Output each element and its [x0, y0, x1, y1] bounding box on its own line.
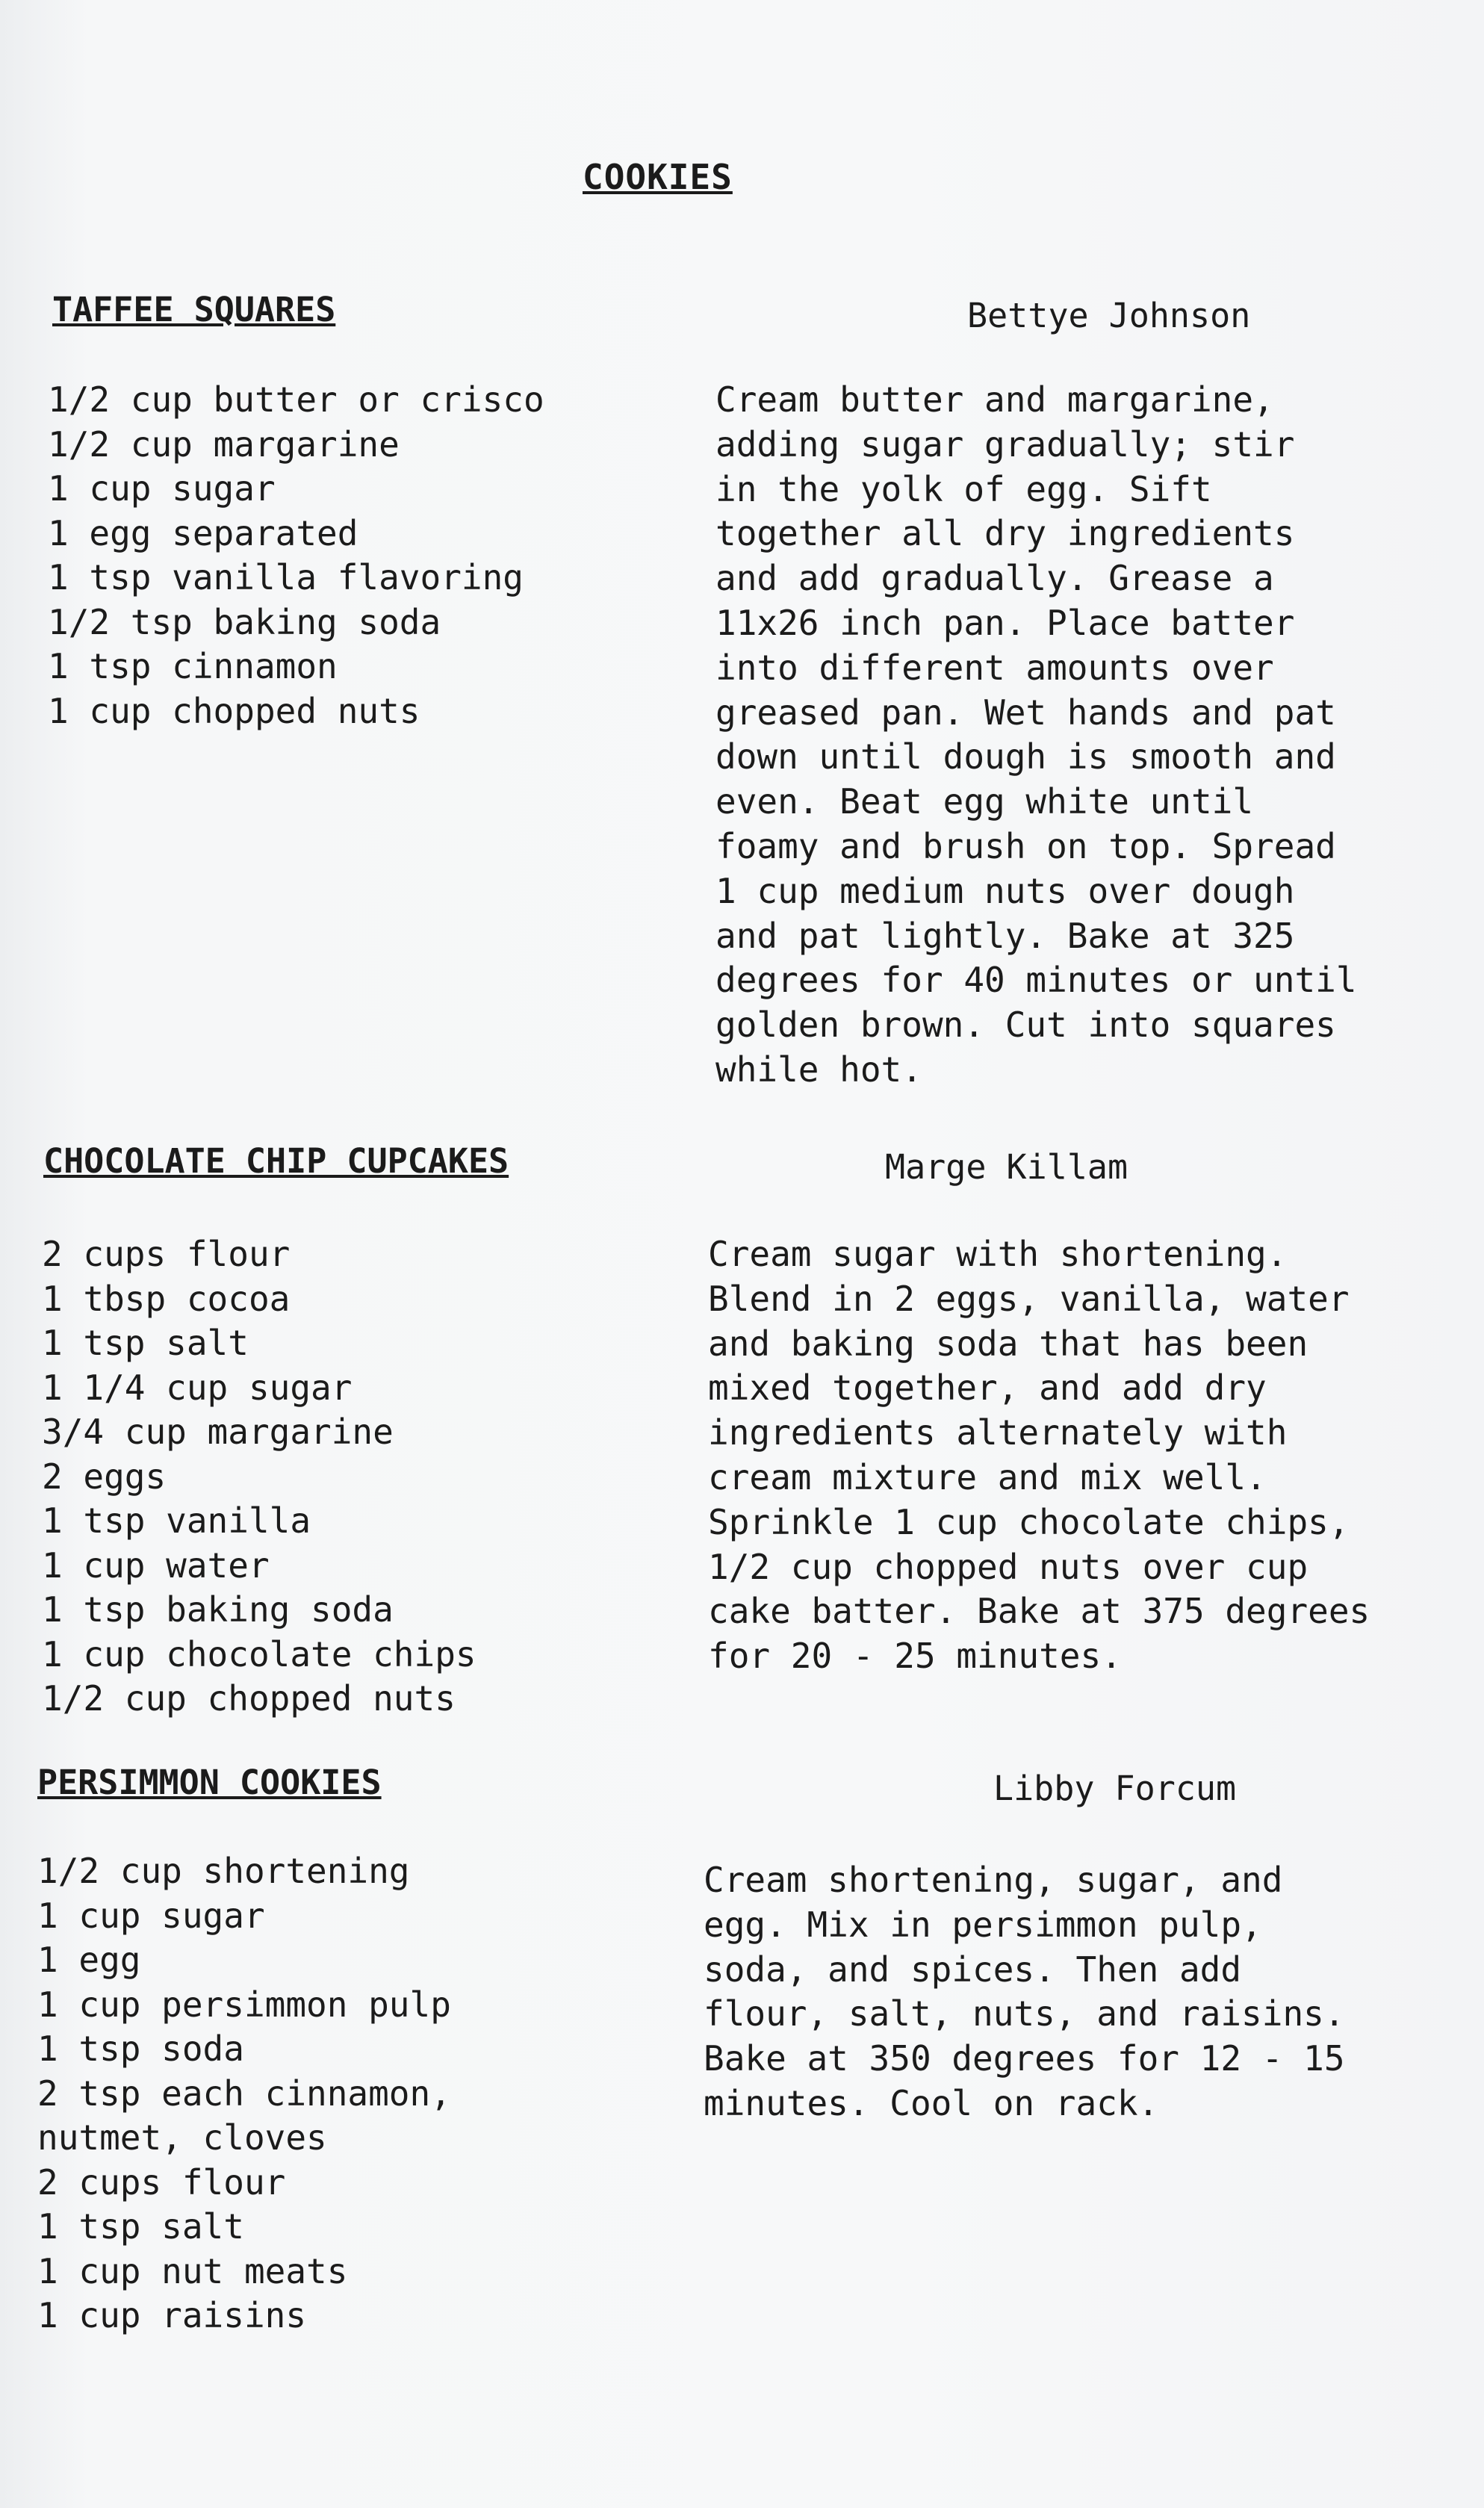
ingredient-item: 2 eggs: [42, 1456, 167, 1497]
directions-line: adding sugar gradually; stir: [715, 423, 1295, 465]
directions-line: Blend in 2 eggs, vanilla, water: [708, 1278, 1350, 1319]
directions-line: foamy and brush on top. Spread: [715, 825, 1336, 866]
directions-line: Bake at 350 degrees for 12 - 15: [704, 2038, 1345, 2079]
ingredient-item: 1 cup raisins: [37, 2295, 307, 2335]
ingredient-item: 2 cups flour: [37, 2161, 286, 2203]
ingredient-item: 1/2 cup chopped nuts: [42, 1678, 456, 1719]
directions-line: Cream sugar with shortening.: [708, 1234, 1288, 1274]
directions-line: degrees for 40 minutes or until: [715, 960, 1357, 1001]
ingredient-item: 1 tsp vanilla: [42, 1500, 311, 1541]
directions-line: in the yolk of egg. Sift: [715, 468, 1212, 509]
directions-line: ingredients alternately with: [708, 1412, 1288, 1453]
directions-line: 1 cup medium nuts over dough: [715, 870, 1295, 911]
directions-line: and pat lightly. Bake at 325: [715, 915, 1295, 956]
directions-line: Sprinkle 1 cup chocolate chips,: [708, 1501, 1350, 1542]
ingredient-item: 1/2 cup butter or crisco: [48, 379, 544, 420]
ingredient-item: 1 tsp baking soda: [42, 1589, 394, 1630]
directions-line: flour, salt, nuts, and raisins.: [704, 1993, 1345, 2034]
ingredient-item: 1 cup chocolate chips: [42, 1633, 476, 1674]
ingredient-item: 3/4 cup margarine: [42, 1412, 394, 1452]
ingredient-item: 1 cup sugar: [37, 1895, 265, 1936]
directions-line: greased pan. Wet hands and pat: [715, 692, 1336, 733]
directions-text: [715, 378, 1357, 1093]
ingredient-item: nutmet, cloves: [37, 2117, 327, 2158]
directions-line: and add gradually. Grease a: [715, 558, 1274, 599]
directions-line: cake batter. Bake at 375 degrees: [708, 1591, 1370, 1632]
directions-line: while hot.: [715, 1049, 922, 1090]
recipe-title: PERSIMMON COOKIES: [37, 1763, 382, 1802]
directions-line: egg. Mix in persimmon pulp,: [704, 1904, 1262, 1945]
ingredient-item: 1/2 cup margarine: [48, 423, 400, 465]
ingredient-item: 1 cup water: [42, 1545, 270, 1586]
ingredient-item: 2 tsp each cinnamon,: [37, 2073, 451, 2114]
ingredient-item: 2 cups flour: [42, 1234, 291, 1274]
ingredient-item: 1 tsp salt: [42, 1323, 249, 1363]
directions-line: Cream shortening, sugar, and: [704, 1860, 1283, 1900]
recipe-author: Bettye Johnson: [967, 296, 1251, 335]
ingredient-item: 1 egg separated: [48, 512, 358, 553]
directions-line: into different amounts over: [715, 647, 1274, 688]
ingredient-item: 1 cup sugar: [48, 468, 276, 509]
ingredient-list: [48, 378, 544, 733]
directions-line: and baking soda that has been: [708, 1323, 1308, 1364]
directions-line: for 20 - 25 minutes.: [708, 1636, 1122, 1677]
directions-line: 1/2 cup chopped nuts over cup: [708, 1546, 1308, 1587]
directions-line: down until dough is smooth and: [715, 736, 1336, 777]
recipe-title: CHOCOLATE CHIP CUPCAKES: [43, 1141, 509, 1181]
directions-line: mixed together, and add dry: [708, 1368, 1267, 1409]
directions-text: [704, 1858, 1345, 2126]
directions-line: together all dry ingredients: [715, 513, 1295, 554]
ingredient-item: 1 egg: [37, 1940, 141, 1980]
directions-line: soda, and spices. Then add: [704, 1949, 1242, 1990]
directions-line: Cream butter and margarine,: [715, 379, 1274, 420]
ingredient-item: 1 cup chopped nuts: [48, 690, 420, 731]
recipe-title: TAFFEE SQUARES: [52, 290, 336, 329]
directions-line: even. Beat egg white until: [715, 781, 1254, 822]
ingredient-item: 1/2 tsp baking soda: [48, 601, 441, 642]
ingredient-item: 1 tbsp cocoa: [42, 1278, 291, 1319]
ingredient-list: [37, 1849, 451, 2338]
recipe-author: Libby Forcum: [993, 1769, 1237, 1808]
directions-line: minutes. Cool on rack.: [704, 2082, 1159, 2123]
ingredient-item: 1 cup persimmon pulp: [37, 1984, 451, 2025]
ingredient-item: 1 tsp vanilla flavoring: [48, 557, 524, 597]
ingredient-item: 1/2 cup shortening: [37, 1851, 410, 1891]
ingredient-item: 1 tsp soda: [37, 2029, 244, 2069]
directions-line: 11x26 inch pan. Place batter: [715, 602, 1295, 643]
ingredient-item: 1 1/4 cup sugar: [42, 1367, 353, 1408]
ingredient-item: 1 tsp cinnamon: [48, 646, 338, 686]
page-title: COOKIES: [583, 157, 733, 197]
recipe-author: Marge Killam: [885, 1147, 1128, 1187]
ingredient-item: 1 cup nut meats: [37, 2250, 348, 2291]
ingredient-list: [42, 1232, 476, 1722]
directions-line: golden brown. Cut into squares: [715, 1005, 1336, 1046]
ingredient-item: 1 tsp salt: [37, 2206, 244, 2247]
directions-text: [708, 1232, 1370, 1679]
directions-line: cream mixture and mix well.: [708, 1456, 1267, 1497]
